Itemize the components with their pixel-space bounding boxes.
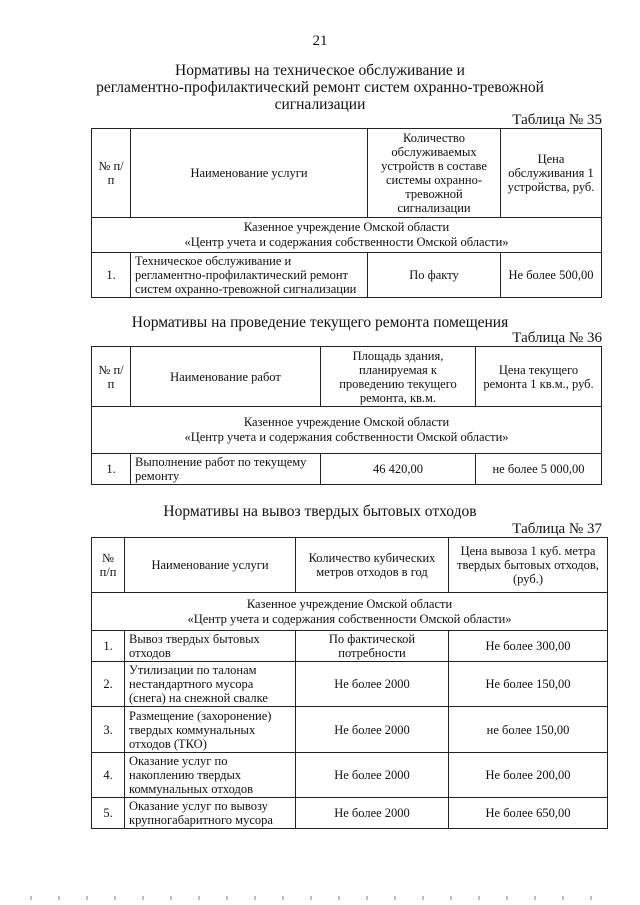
header-qty: Количество обслуживаемых устройств в составе системы охранно-тревожной сигнализации xyxy=(368,129,501,218)
row-price: не более 5 000,00 xyxy=(476,454,602,485)
row-price: Не более 300,00 xyxy=(449,631,608,662)
section1-title-line: Нормативы на техническое обслуживание и xyxy=(175,62,465,79)
row-price: не более 150,00 xyxy=(449,707,608,753)
group-cell xyxy=(92,218,602,253)
table-row xyxy=(92,631,608,662)
table-row xyxy=(92,454,602,485)
table-header-row xyxy=(92,347,602,407)
row-qty: Не более 2000 xyxy=(296,707,449,753)
group-line: Казенное учреждение Омской области xyxy=(246,596,453,611)
header-price: Цена обслуживания 1 устройства, руб. xyxy=(501,129,602,218)
page-number: 21 xyxy=(312,33,328,49)
table-group-row xyxy=(92,218,602,253)
table-row xyxy=(92,662,608,707)
header-name: Наименование работ xyxy=(131,347,321,407)
row-num: 1. xyxy=(92,454,131,485)
row-price: Не более 500,00 xyxy=(501,253,602,298)
table-36 xyxy=(91,346,602,485)
group-line: «Центр учета и содержания собственности Омской области» xyxy=(187,611,512,626)
header-price: Цена текущего ремонта 1 кв.м., руб. xyxy=(476,347,602,407)
row-qty: 46 420,00 xyxy=(321,454,476,485)
group-line: Казенное учреждение Омской области xyxy=(243,415,450,429)
group-cell xyxy=(92,593,608,631)
row-name: Оказание услуг по вывозу крупногабаритного мусора xyxy=(125,798,296,829)
table-group-row xyxy=(92,407,602,454)
row-qty: По факту xyxy=(368,253,501,298)
table-group-row xyxy=(92,593,608,631)
row-price: Не более 150,00 xyxy=(449,662,608,707)
table-37 xyxy=(91,537,608,829)
row-num: 2. xyxy=(92,662,125,707)
table-header-row xyxy=(92,129,602,218)
row-qty: Не более 2000 xyxy=(296,798,449,829)
header-price: Цена вывоза 1 куб. метра твердых бытовых отходов, (руб.) xyxy=(449,538,608,593)
header-qty: Количество кубических метров отходов в год xyxy=(296,538,449,593)
row-price: Не более 200,00 xyxy=(449,753,608,798)
header-qty: Площадь здания, планируемая к проведению текущего ремонта, кв.м. xyxy=(321,347,476,407)
header-name: Наименование услуги xyxy=(131,129,368,218)
row-num: 3. xyxy=(92,707,125,753)
group-line: «Центр учета и содержания собственности Омской области» xyxy=(184,235,509,249)
row-qty: Не более 2000 xyxy=(296,662,449,707)
group-line: Казенное учреждение Омской области xyxy=(243,220,450,234)
row-num: 1. xyxy=(92,631,125,662)
table35-number: Таблица № 35 xyxy=(512,112,602,128)
table-row xyxy=(92,798,608,829)
row-name: Вывоз твердых бытовых отходов xyxy=(125,631,296,662)
group-cell xyxy=(92,407,602,454)
header-num: № п/п xyxy=(92,347,131,407)
table-row xyxy=(92,253,602,298)
row-name: Выполнение работ по текущему ремонту xyxy=(131,454,321,485)
header-num: № п/п xyxy=(92,129,131,218)
section3-title: Нормативы на вывоз твердых бытовых отходов xyxy=(163,503,477,520)
row-name: Оказание услуг по накоплению твердых коммунальных отходов xyxy=(125,753,296,798)
row-name: Техническое обслуживание и регламентно-профилактический ремонт систем охранно-тревожной сигнализации xyxy=(131,253,368,298)
table37-number: Таблица № 37 xyxy=(512,521,602,537)
scan-artifact-dots xyxy=(30,896,610,900)
section1-title-line: регламентно-профилактический ремонт систем охранно-тревожной xyxy=(96,79,544,96)
table-header-row xyxy=(92,538,608,593)
table-35 xyxy=(91,128,602,298)
row-num: 5. xyxy=(92,798,125,829)
row-name: Размещение (захоронение) твердых коммунальных отходов (ТКО) xyxy=(125,707,296,753)
row-qty: По фактической потребности xyxy=(296,631,449,662)
row-price: Не более 650,00 xyxy=(449,798,608,829)
group-line: «Центр учета и содержания собственности Омской области» xyxy=(184,430,509,444)
table-row xyxy=(92,707,608,753)
row-num: 1. xyxy=(92,253,131,298)
section1-title-line: сигнализации xyxy=(274,96,366,113)
section1-title xyxy=(0,62,640,113)
section2-title: Нормативы на проведение текущего ремонта помещения xyxy=(131,314,509,331)
row-num: 4. xyxy=(92,753,125,798)
header-num: № п/п xyxy=(92,538,125,593)
header-name: Наименование услуги xyxy=(125,538,296,593)
table-row xyxy=(92,753,608,798)
row-name: Утилизации по талонам нестандартного мусора (снега) на снежной свалке xyxy=(125,662,296,707)
table36-number: Таблица № 36 xyxy=(512,330,602,346)
row-qty: Не более 2000 xyxy=(296,753,449,798)
